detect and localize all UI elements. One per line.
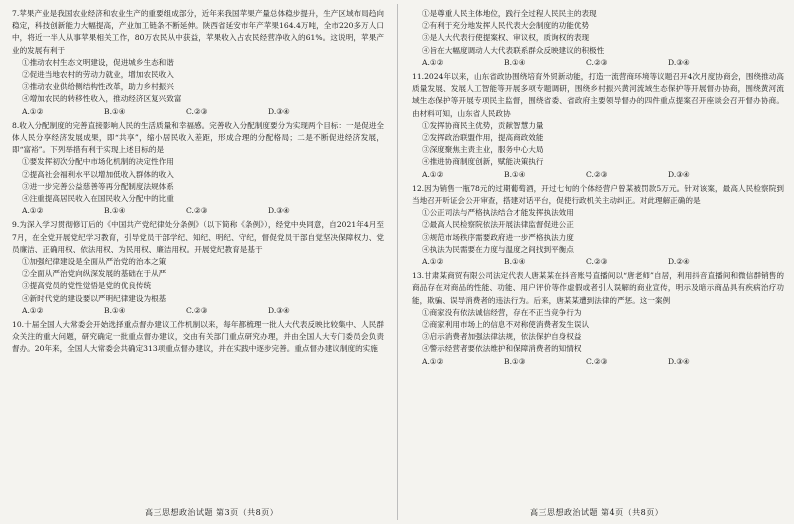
page-footer: 高三思想政治试题 第3页（共8页）	[145, 508, 279, 517]
answer-choices	[412, 57, 784, 69]
option: ②提高社会福利水平以增加低收入群体的收入	[22, 169, 174, 179]
option: ①加强纪律建设是全面从严治党的治本之策	[22, 257, 167, 267]
answer-choices	[12, 205, 384, 217]
choice-d: D.③④	[668, 169, 690, 179]
choice-a: A.①②	[422, 257, 444, 267]
choice-c: C.②③	[586, 356, 608, 366]
option: ②最高人民检察院依法开展法律监督促进公正	[422, 220, 574, 230]
answer-choices	[12, 106, 384, 118]
choice-d: D.③④	[668, 356, 690, 366]
option: ④增加农民的转移性收入，推动经济区复兴致富	[22, 94, 182, 104]
choice-b: B.①④	[104, 106, 126, 116]
choice-d: D.③④	[268, 106, 290, 116]
choice-c: C.②③	[186, 206, 208, 216]
question-stem: 13.甘肃某商贸有限公司法定代表人唐某某在抖音账号直播间以“唐老师”自居，利用抖音直播间和微信群销售的商品存在对商品的性能、功能、用户评价等作虚假或者引人误解的商业宣传，明示及暗示商品具有疾病治疗功能，欺骗、误导消费者的违法行为。后来，唐某某遭到法律的严惩。这一案例	[412, 271, 784, 305]
right-page	[412, 8, 784, 370]
choice-a: A.①②	[422, 57, 444, 67]
question-13	[412, 270, 784, 368]
question-stem: 7.苹果产业是我国农业经济和农业生产的重要组成部分，近年来我国苹果产量总体稳步提升，生产区域布局趋向稳定，科技创新能力大幅提高，产业加工链条不断延伸。陕西省延安市年产苹果164.4万吨，全市220多万人口中，将近一半人从事苹果相关工作，80万农民从中获益，苹果收入占农民经营净收入的61%。这说明，苹果产业的发展有利于	[12, 9, 384, 55]
option: ③是人大代表行使提案权、审议权，质询权的表现	[422, 33, 590, 43]
question-9	[12, 219, 384, 317]
question-7	[12, 8, 384, 118]
option: ②发挥政治联盟作用，提高商政效能	[422, 133, 544, 143]
option: ①要发挥初次分配中市场化机制的决定性作用	[22, 157, 174, 167]
page-footer: 高三思想政治试题 第4页（共8页）	[530, 508, 664, 517]
page-divider	[397, 4, 398, 520]
choice-c: C.②③	[186, 305, 208, 315]
choice-a: A.①②	[422, 356, 444, 366]
answer-choices	[412, 356, 784, 368]
choice-b: B.①④	[504, 169, 526, 179]
option: ④新时代党的建设要以严明纪律建设为根基	[22, 293, 167, 303]
left-page	[12, 8, 384, 358]
question-stem: 12.因为销售一瓶78元的过期葡萄酒，开过七旬的个体经营户曾某被罚款5万元。针对该案，最高人民检察院到当地召开听证会公开审查，搭建对话平台，促使行政机关主动纠正。对此理解正确的是	[412, 183, 784, 206]
choice-a: A.①②	[422, 169, 444, 179]
question-stem: 10.十届全国人大常委会开始选择重点督办建议工作机制以来，每年都梳理一批人大代表反映比较集中、人民群众关注的重大问题，研究确定一批重点督办建议，交由有关部门重点研究办理，并由全国人大专门委员会负责督办。20年来，全国人大常委会共确定313项重点督办建议，并在实践中逐步完善。重点督办建议制度的实施	[12, 320, 384, 354]
choice-c: C.②③	[186, 106, 208, 116]
question-10-continued	[412, 8, 784, 69]
option: ②促进当地农村的劳动力就业，增加农民收入	[22, 70, 174, 80]
choice-a: A.①②	[22, 106, 44, 116]
question-8	[12, 120, 384, 218]
option: ③深度聚焦主责主业，服务中心大局	[422, 145, 544, 155]
choice-d: D.③④	[268, 206, 290, 216]
choice-d: D.③④	[268, 305, 290, 315]
choice-a: A.①②	[22, 206, 44, 216]
question-12	[412, 183, 784, 268]
option: ③启示消费者加强法律法规，依法保护自身权益	[422, 332, 582, 342]
option: ③规范市场秩序需要政府进一步严格执法力度	[422, 232, 574, 242]
answer-choices	[412, 256, 784, 268]
answer-choices	[12, 305, 384, 317]
choice-d: D.③④	[668, 57, 690, 67]
choice-c: C.②③	[586, 57, 608, 67]
option: ②商家利用市场上的信息不对称使消费者发生误认	[422, 320, 590, 330]
choice-a: A.①②	[22, 305, 44, 315]
option: ③进一步完善公益慈善等再分配制度法规体系	[22, 181, 174, 191]
question-stem: 11.2024年以来，山东省政协围绕培育外贸新动能，打造一流营商环境等议题召开4次月度协商会，围绕推动高质量发展、发展人工智能等开展多项专题调研，围绕乡村振兴黄河流域生态保护等开展督办协商，围绕黄河流域生态保护等开展专项民主监督，围绕省委、省政府主要领导督办的四件重点提案召开座谈会召开督办协商。由材料可知，山东省人民政协	[412, 72, 784, 118]
option: ④推进协商制度创新，赋能决策执行	[422, 157, 544, 167]
choice-c: C.②③	[586, 169, 608, 179]
option: ①推动农村生态文明建设，促进城乡生态和谐	[22, 57, 174, 67]
question-10	[12, 319, 384, 356]
question-11	[412, 71, 784, 181]
option: ①发挥协商民主优势，贡献智慧力量	[422, 120, 544, 130]
option: ②全面从严治党向纵深发展的基础在于从严	[22, 269, 167, 279]
choice-b: B.①④	[104, 206, 126, 216]
option: ④警示经营者要依法维护和保障消费者的知情权	[422, 344, 582, 354]
choice-c: C.②③	[586, 257, 608, 267]
choice-b: B.①④	[104, 305, 126, 315]
choice-b: B.①③	[504, 356, 526, 366]
answer-choices	[412, 169, 784, 181]
option: ④注重提高居民收入在国民收入分配中的比重	[22, 194, 174, 204]
option: ①是尊重人民主体地位，践行全过程人民民主的表现	[422, 9, 597, 18]
option: ③提高党员的党性觉悟是党的优良传统	[22, 281, 152, 291]
option: ④旨在大幅度调动人大代表联系群众反映建议的积极性	[422, 45, 605, 55]
question-stem: 8.收入分配制度的完善直接影响人民的生活质量和幸福感。完善收入分配制度要分为实现两个目标：一是促进全体人民分享经济发展成果，即“共享”，缩小居民收入差距，形成合理的分配格局；二是不断促进经济发展，即“富裕”。下列举措有利于实现上述目标的是	[12, 120, 384, 155]
choice-d: D.②④	[668, 257, 690, 267]
option: ②有利于充分地发挥人民代表大会制度的功能优势	[422, 21, 590, 31]
choice-b: B.①④	[504, 57, 526, 67]
option: ③推动农业供给侧结构性改革，助力乡村振兴	[22, 82, 174, 92]
choice-b: B.①④	[504, 257, 526, 267]
option: ④执法为民需要在力度与温度之间找到平衡点	[422, 244, 574, 254]
question-stem: 9.为深入学习贯彻修订后的《中国共产党纪律处分条例》（以下简称《条例》），经党中央同意，自2021年4月至7月，在全党开展党纪学习教育，引导党员干部学纪、知纪、明纪、守纪，督促党员干部自觉坚决保障权力、党员廉洁、正确用权、依法用权、为民用权、廉洁用权。开展党纪教育是基于	[12, 220, 384, 254]
option: ①公正司法与严格执法结合才能发挥执法效用	[422, 208, 574, 218]
option: ①商家没有依法诚信经营，存在不正当竞争行为	[422, 307, 582, 317]
